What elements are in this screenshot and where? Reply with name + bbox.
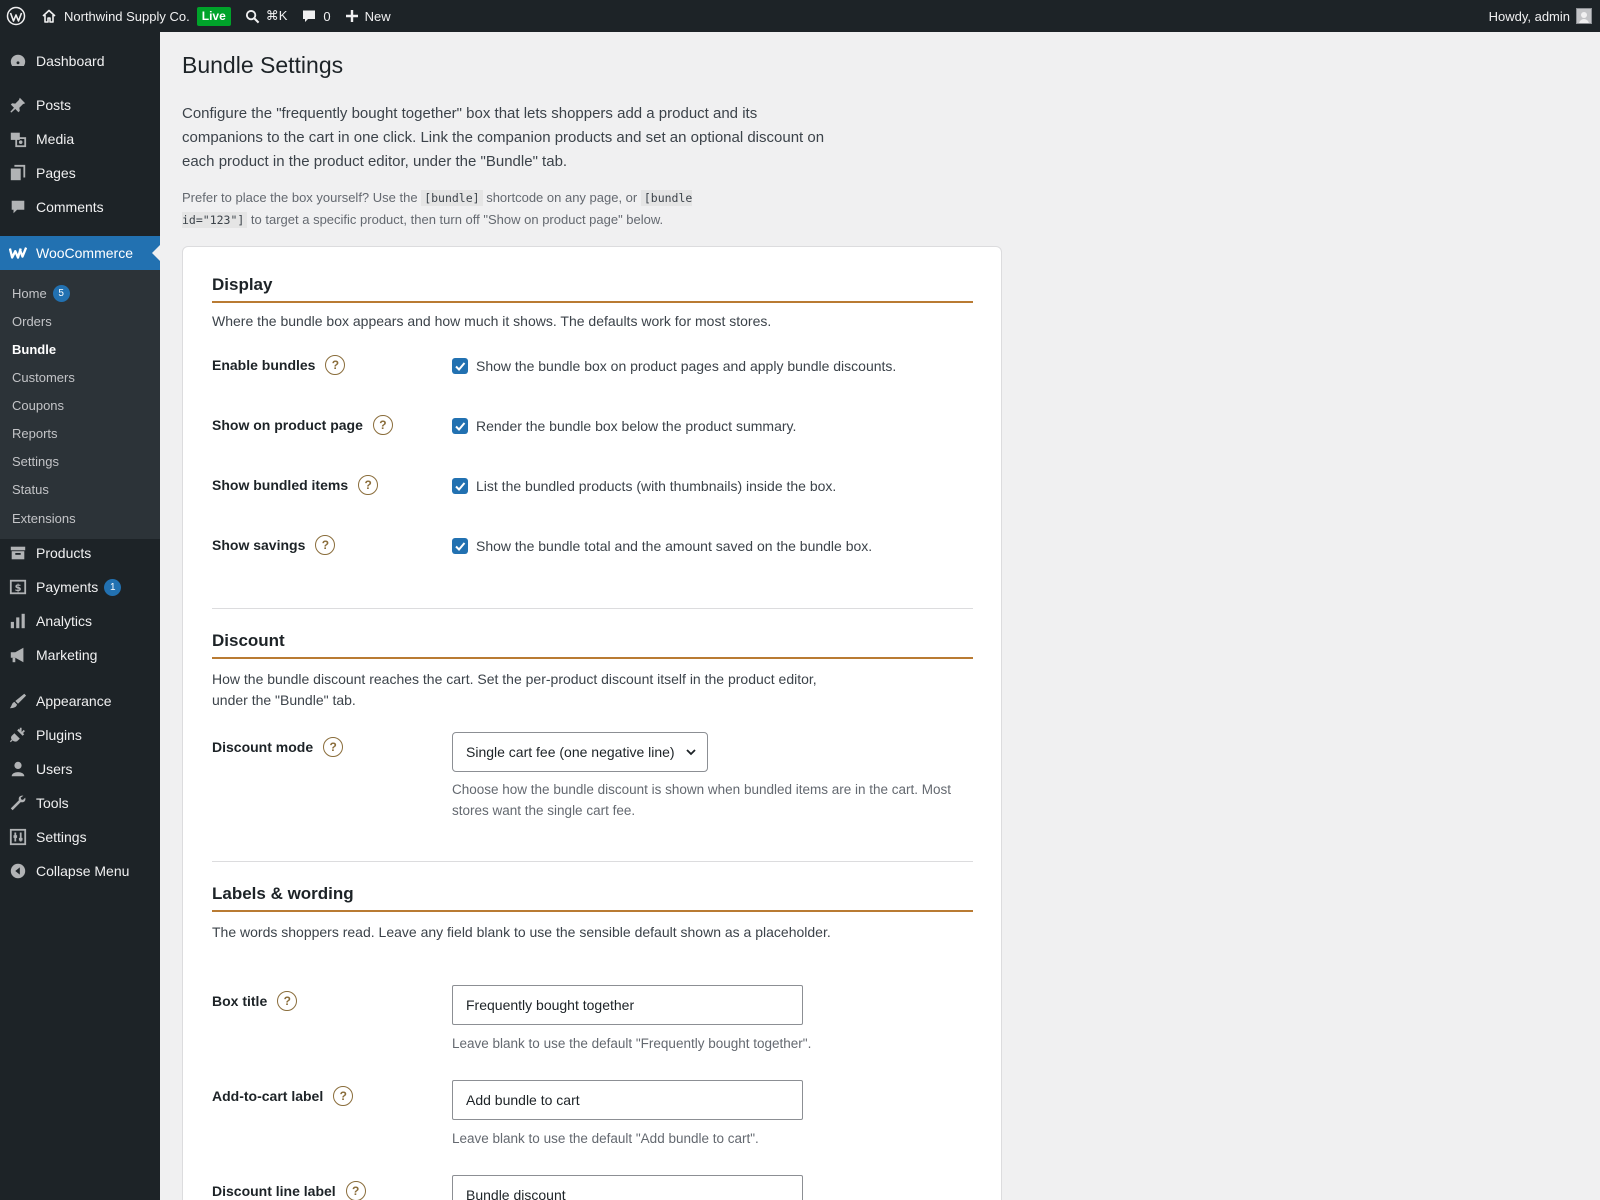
note-text: to target a specific product, then turn off "Show on product page" below. [247, 212, 664, 227]
submenu-item-label: Orders [12, 313, 52, 329]
add-to-cart-label-description: Leave blank to use the default "Add bundle to cart". [452, 1131, 759, 1146]
live-badge: Live [197, 7, 231, 26]
bar-chart-icon [8, 611, 28, 631]
sidebar-item-label: Pages [36, 165, 76, 181]
megaphone-icon [8, 645, 28, 665]
show-savings-checkbox[interactable] [452, 538, 872, 554]
row-label-text: Show savings [212, 537, 306, 553]
help-icon[interactable]: ? [346, 1181, 366, 1200]
sidebar-item-plugins[interactable] [0, 718, 160, 752]
submenu-item-label: Reports [12, 425, 58, 441]
sidebar-item-label: Appearance [36, 693, 112, 709]
add-to-cart-label-label [212, 1086, 353, 1106]
wrench-icon [8, 793, 28, 813]
add-to-cart-label-input[interactable] [452, 1080, 803, 1120]
my-account-menu[interactable] [1482, 0, 1600, 32]
submenu-item-label: Customers [12, 369, 75, 385]
discount-line-label-input[interactable] [452, 1175, 803, 1200]
note-text: shortcode on any page, or [482, 190, 641, 205]
display-section-title: Display [212, 275, 273, 294]
admin-sidebar [0, 32, 160, 1200]
checkmark-icon [454, 420, 466, 432]
checkmark-icon [454, 360, 466, 372]
page-intro: Configure the "frequently bought together" box that lets shoppers add a product and its companions to the cart in one click. Link the companion products and set an optional discount on each product in the product editor, under the "Bundle" tab. [182, 105, 825, 170]
woocommerce-submenu [0, 270, 160, 539]
sidebar-item-label: Plugins [36, 727, 82, 743]
row-label-text: Discount line label [212, 1183, 336, 1199]
pushpin-icon [8, 95, 28, 115]
help-icon[interactable]: ? [323, 737, 343, 757]
sidebar-item-users[interactable] [0, 752, 160, 786]
plus-icon [345, 9, 359, 23]
pages-icon [8, 163, 28, 183]
sidebar-item-dashboard[interactable] [0, 44, 160, 78]
row-label-text: Show on product page [212, 417, 363, 433]
new-label: New [364, 8, 391, 24]
submenu-item-customers[interactable] [12, 367, 75, 387]
show-bundled-items-label [212, 475, 378, 495]
sidebar-item-settings[interactable] [0, 820, 160, 854]
sidebar-item-pages[interactable] [0, 156, 160, 190]
shortcode-bundle-id: [bundle id="123"] [182, 191, 693, 227]
collapse-icon [8, 861, 28, 881]
sidebar-item-label: Posts [36, 97, 72, 113]
home-icon [41, 8, 57, 24]
comment-icon [8, 197, 28, 217]
checkbox-label: Render the bundle box below the product summary. [476, 418, 797, 434]
sidebar-item-media[interactable] [0, 122, 160, 156]
show-bundled-items-checkbox[interactable] [452, 478, 836, 494]
row-label-text: Show bundled items [212, 477, 349, 493]
sliders-icon [8, 827, 28, 847]
sidebar-item-payments[interactable] [0, 570, 160, 604]
enable-bundles-checkbox[interactable] [452, 358, 896, 374]
row-label-text: Enable bundles [212, 357, 316, 373]
sidebar-item-woocommerce[interactable] [0, 236, 160, 270]
search-icon [245, 9, 260, 24]
paintbrush-icon [8, 691, 28, 711]
discount-mode-select[interactable] [452, 732, 708, 772]
sidebar-item-analytics[interactable] [0, 604, 160, 638]
discount-section-title: Discount [212, 631, 285, 650]
site-name: Northwind Supply Co. [64, 8, 190, 24]
sidebar-item-label: WooCommerce [36, 245, 133, 261]
discount-section-description: How the bundle discount reaches the cart. Set the per-product discount itself in the product editor, under the "Bundle" tab. [212, 671, 817, 708]
shortcode-note [182, 187, 742, 231]
submenu-item-status[interactable] [12, 479, 49, 499]
sidebar-item-label: Comments [36, 199, 104, 215]
labels-section-rule [212, 910, 973, 912]
sidebar-item-products[interactable] [0, 536, 160, 570]
row-label-text: Discount mode [212, 739, 314, 755]
labels-section-title: Labels & wording [212, 884, 354, 903]
checkbox-checked[interactable] [452, 478, 468, 494]
checkbox-checked[interactable] [452, 538, 468, 554]
comments-link[interactable] [294, 0, 337, 32]
sidebar-item-label: Collapse Menu [36, 863, 130, 879]
row-label-text: Add-to-cart label [212, 1088, 324, 1104]
section-divider [212, 861, 973, 862]
howdy-text: Howdy, admin [1488, 8, 1570, 24]
display-section-rule [212, 301, 973, 303]
payments-icon [8, 577, 28, 597]
comments-count: 0 [323, 8, 331, 24]
checkbox-label: Show the bundle box on product pages and apply bundle discounts. [476, 358, 897, 374]
user-icon [8, 759, 28, 779]
avatar [1576, 8, 1592, 24]
sidebar-item-appearance[interactable] [0, 684, 160, 718]
show-on-product-page-label [212, 415, 393, 435]
page-title: Bundle Settings [182, 52, 344, 78]
submenu-item-orders[interactable] [12, 311, 52, 331]
sidebar-item-label: Marketing [36, 647, 98, 663]
note-text: Prefer to place the box yourself? Use the [182, 190, 422, 205]
discount-mode-label [212, 737, 343, 757]
section-divider [212, 608, 973, 609]
search-shortcut: ⌘K [265, 8, 288, 23]
site-name-link[interactable] [34, 0, 238, 32]
submenu-item-settings[interactable] [12, 451, 59, 471]
shortcode-bundle: [bundle] [421, 190, 482, 206]
box-title-input[interactable] [452, 985, 803, 1025]
sidebar-item-posts[interactable] [0, 88, 160, 122]
submenu-item-label: Home [12, 285, 47, 301]
media-icon [8, 129, 28, 149]
discount-section-rule [212, 657, 973, 659]
checkmark-icon [454, 480, 466, 492]
submenu-item-label: Bundle [12, 341, 57, 357]
submenu-item-home[interactable] [12, 283, 70, 303]
settings-card [182, 246, 1002, 1200]
help-icon[interactable]: ? [333, 1086, 353, 1106]
comment-icon [301, 8, 317, 24]
discount-line-label-label [212, 1181, 366, 1200]
sidebar-item-label: Tools [36, 795, 69, 811]
discount-mode-description: Choose how the bundle discount is shown when bundled items are in the cart. Most stores want the single cart fee. [452, 782, 952, 818]
help-icon[interactable]: ? [277, 991, 297, 1011]
checkbox-label: List the bundled products (with thumbnails) inside the box. [476, 478, 837, 494]
sidebar-item-tools[interactable] [0, 786, 160, 820]
dashboard-icon [8, 51, 28, 71]
submenu-item-label: Status [12, 481, 49, 497]
help-icon[interactable]: ? [358, 475, 378, 495]
labels-section-description: The words shoppers read. Leave any field blank to use the sensible default shown as a placeholder. [212, 924, 831, 940]
checkbox-checked[interactable] [452, 418, 468, 434]
help-icon[interactable]: ? [325, 355, 345, 375]
row-label-text: Box title [212, 993, 268, 1009]
collapse-menu-button[interactable] [0, 854, 160, 888]
sidebar-item-label: Settings [36, 829, 87, 845]
checkbox-checked[interactable] [452, 358, 468, 374]
woocommerce-icon [8, 243, 28, 263]
show-on-product-page-checkbox[interactable] [452, 418, 796, 434]
submenu-item-label: Extensions [12, 510, 76, 526]
wordpress-logo-icon[interactable] [0, 0, 34, 32]
submenu-item-coupons[interactable] [12, 395, 64, 415]
sidebar-item-label: Payments [36, 579, 99, 595]
submenu-item-label: Coupons [12, 397, 65, 413]
sidebar-item-label: Products [36, 545, 92, 561]
sidebar-item-label: Media [36, 131, 75, 147]
select-value: Single cart fee (one negative line) [466, 744, 675, 760]
checkmark-icon [454, 540, 466, 552]
help-icon[interactable]: ? [315, 535, 335, 555]
command-search-button[interactable] [238, 0, 295, 32]
show-savings-label [212, 535, 335, 555]
chevron-down-icon [685, 746, 697, 758]
box-title-description: Leave blank to use the default "Frequently bought together". [452, 1036, 812, 1051]
sidebar-item-label: Users [36, 761, 73, 777]
sidebar-item-marketing[interactable] [0, 638, 160, 672]
box-title-label [212, 991, 297, 1011]
sidebar-item-label: Analytics [36, 613, 93, 629]
submenu-item-bundle[interactable] [12, 339, 56, 359]
sidebar-item-comments[interactable] [0, 190, 160, 224]
enable-bundles-label [212, 355, 345, 375]
submenu-item-label: Settings [12, 453, 59, 469]
payments-count-badge: 1 [104, 579, 121, 596]
submenu-item-reports[interactable] [12, 423, 58, 443]
sidebar-item-label: Dashboard [36, 53, 105, 69]
new-content-button[interactable] [338, 0, 398, 32]
plug-icon [8, 725, 28, 745]
checkbox-label: Show the bundle total and the amount saved on the bundle box. [476, 538, 873, 554]
archive-icon [8, 543, 28, 563]
help-icon[interactable]: ? [373, 415, 393, 435]
admin-bar [0, 0, 1600, 32]
svg-text:$: $ [14, 583, 22, 595]
home-count-badge: 5 [53, 285, 70, 302]
display-section-description: Where the bundle box appears and how much it shows. The defaults work for most stores. [212, 313, 772, 329]
submenu-item-extensions[interactable] [12, 508, 76, 528]
